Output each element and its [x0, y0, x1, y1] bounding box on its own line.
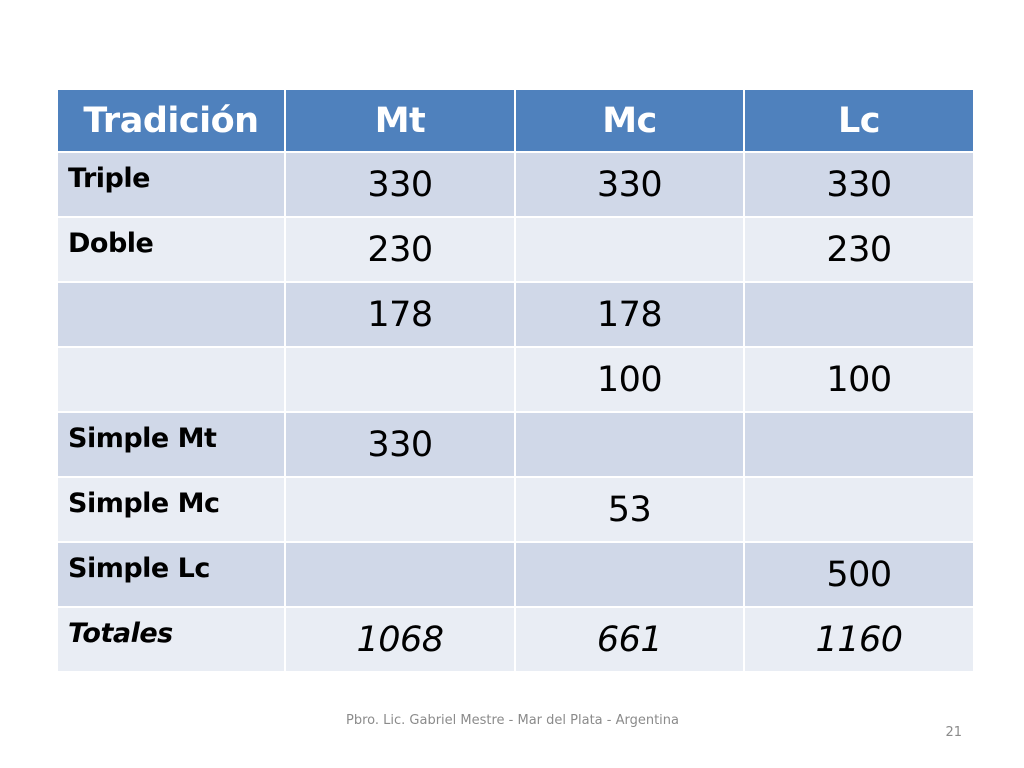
- cell-lc: 1160: [744, 607, 974, 672]
- header-row: [57, 89, 974, 152]
- cell-lc: [744, 412, 974, 477]
- row-label: [57, 282, 285, 347]
- cell-mc: [515, 217, 744, 282]
- table-row-doble: [57, 217, 974, 282]
- row-label: Simple Mt: [57, 412, 285, 477]
- cell-mc: 330: [515, 152, 744, 217]
- row-label: Simple Lc: [57, 542, 285, 607]
- header-tradicion: Tradición: [57, 89, 285, 152]
- page-number: 21: [945, 725, 962, 740]
- cell-mc: 661: [515, 607, 744, 672]
- table-row-unlabeled-1: [57, 282, 974, 347]
- cell-lc: 100: [744, 347, 974, 412]
- cell-lc: 330: [744, 152, 974, 217]
- row-label: Totales: [57, 607, 285, 672]
- cell-mc: 100: [515, 347, 744, 412]
- cell-lc: [744, 477, 974, 542]
- header-lc: Lc: [744, 89, 974, 152]
- cell-mt: 178: [285, 282, 515, 347]
- cell-lc: 500: [744, 542, 974, 607]
- row-label: [57, 347, 285, 412]
- cell-mt: 1068: [285, 607, 515, 672]
- cell-mc: [515, 542, 744, 607]
- cell-mt: 330: [285, 412, 515, 477]
- header-mt: Mt: [285, 89, 515, 152]
- table-row-unlabeled-2: [57, 347, 974, 412]
- table-row-simple-mc: [57, 477, 974, 542]
- table-row-triple: [57, 152, 974, 217]
- table-row-totales: [57, 607, 974, 672]
- row-label: Triple: [57, 152, 285, 217]
- tradition-table: [56, 88, 975, 673]
- cell-mt: [285, 347, 515, 412]
- footer-text: Pbro. Lic. Gabriel Mestre - Mar del Plata - Argentina: [346, 713, 679, 728]
- table-row-simple-mt: [57, 412, 974, 477]
- cell-lc: 230: [744, 217, 974, 282]
- cell-mt: [285, 542, 515, 607]
- cell-mc: 53: [515, 477, 744, 542]
- cell-mt: 330: [285, 152, 515, 217]
- header-mc: Mc: [515, 89, 744, 152]
- cell-mc: [515, 412, 744, 477]
- row-label: Simple Mc: [57, 477, 285, 542]
- cell-lc: [744, 282, 974, 347]
- cell-mc: 178: [515, 282, 744, 347]
- cell-mt: [285, 477, 515, 542]
- cell-mt: 230: [285, 217, 515, 282]
- row-label: Doble: [57, 217, 285, 282]
- table-row-simple-lc: [57, 542, 974, 607]
